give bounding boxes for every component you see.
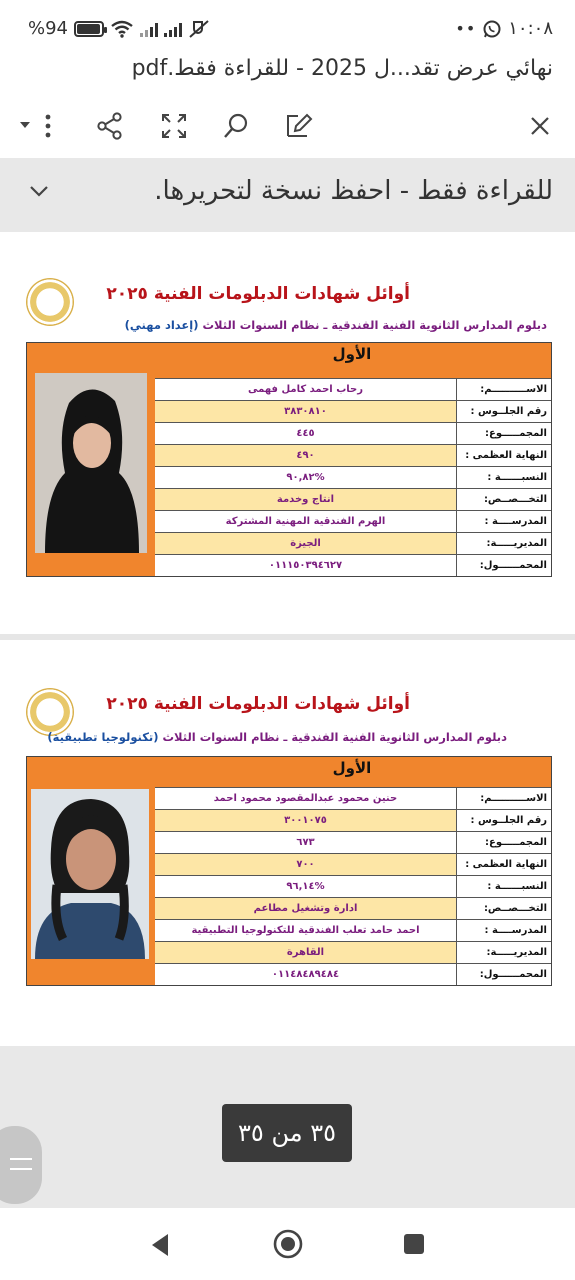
field-label: النسبــــــة : bbox=[456, 467, 551, 488]
more-menu-button[interactable] bbox=[18, 108, 62, 144]
subtitle-track: (تكنولوجيا تطبيقية) bbox=[47, 730, 159, 744]
info-table bbox=[155, 787, 551, 985]
fullscreen-button[interactable] bbox=[156, 108, 192, 144]
field-value: %٩٠,٨٢ bbox=[155, 467, 456, 488]
pager-area bbox=[0, 1046, 575, 1208]
more-icon bbox=[18, 111, 62, 141]
status-bar bbox=[0, 0, 575, 60]
signal-icon-2 bbox=[164, 21, 182, 37]
field-value: ٧٠٠ bbox=[155, 854, 456, 875]
wifi-icon bbox=[110, 20, 134, 38]
field-value: احمد حامد تعلب الفندقية للتكنولوجيا التطبيقية bbox=[155, 920, 456, 941]
field-label: النسبــــــة : bbox=[456, 876, 551, 897]
field-value: ادارة وتشغيل مطاعم bbox=[155, 898, 456, 919]
field-label: رقم الجلــوس : bbox=[456, 401, 551, 422]
table-row bbox=[155, 963, 551, 985]
field-label: المديريـــــة: bbox=[456, 533, 551, 554]
signal-icon bbox=[140, 21, 158, 37]
field-value: رحاب احمد كامل فهمى bbox=[155, 379, 456, 400]
info-table bbox=[155, 378, 551, 576]
field-value: ٣٠٠١٠٧٥ bbox=[155, 810, 456, 831]
subtitle-main: دبلوم المدارس الثانوية الفنية الفندقية ـ نظام السنوات الثلاث bbox=[202, 318, 547, 332]
field-label: المجمـــــوع: bbox=[456, 832, 551, 853]
page-title: أوائل شهادات الدبلومات الفنية ٢٠٢٥ bbox=[106, 694, 410, 714]
recents-icon[interactable] bbox=[402, 1232, 426, 1256]
student-card bbox=[26, 342, 552, 577]
close-icon bbox=[527, 113, 553, 139]
table-row bbox=[155, 941, 551, 963]
ministry-emblem bbox=[26, 278, 74, 326]
field-label: التخـــصــص: bbox=[456, 898, 551, 919]
battery-fill bbox=[77, 24, 100, 34]
student-card bbox=[26, 756, 552, 986]
chevron-down-icon[interactable] bbox=[28, 184, 50, 198]
edit-icon bbox=[283, 111, 313, 141]
field-label: المدرســــة : bbox=[456, 920, 551, 941]
search-button[interactable] bbox=[218, 108, 254, 144]
field-label: المحمــــــول: bbox=[456, 555, 551, 576]
table-row bbox=[155, 532, 551, 554]
student-photo bbox=[31, 789, 149, 959]
field-label: النهاية العظمى : bbox=[456, 854, 551, 875]
scroll-handle[interactable] bbox=[0, 1126, 42, 1204]
subtitle-track: (إعداد مهني) bbox=[124, 318, 199, 332]
field-label: الاســــــــــم: bbox=[456, 788, 551, 809]
field-value: القاهرة bbox=[155, 942, 456, 963]
field-label: المدرســــة : bbox=[456, 511, 551, 532]
rank-label: الأول bbox=[155, 759, 549, 781]
field-label: التخـــصــص: bbox=[456, 489, 551, 510]
toolbar bbox=[0, 100, 575, 152]
field-value: ٦٧٣ bbox=[155, 832, 456, 853]
table-row bbox=[155, 444, 551, 466]
more-dots-icon: •• bbox=[455, 19, 477, 38]
table-row bbox=[155, 466, 551, 488]
document-title: نهائي عرض تقد...ل 2025 - للقراءة فقط.pdf bbox=[131, 56, 553, 81]
search-icon bbox=[221, 111, 251, 141]
pdf-page-2 bbox=[0, 640, 575, 1046]
table-row bbox=[155, 809, 551, 831]
clock: ١٠:٠٨ bbox=[508, 18, 553, 39]
field-value: الجيزة bbox=[155, 533, 456, 554]
table-row bbox=[155, 897, 551, 919]
table-row bbox=[155, 875, 551, 897]
page-indicator: ٣٥ من ٣٥ bbox=[222, 1104, 352, 1162]
navigation-bar bbox=[0, 1208, 575, 1280]
field-value: ٠١١١٥٠٣٩٤٦٢٧ bbox=[155, 555, 456, 576]
page-subtitle bbox=[125, 318, 547, 332]
field-label: الاســــــــــم: bbox=[456, 379, 551, 400]
field-label: رقم الجلــوس : bbox=[456, 810, 551, 831]
table-row bbox=[155, 488, 551, 510]
edit-button[interactable] bbox=[280, 108, 316, 144]
table-row bbox=[155, 422, 551, 444]
field-label: المحمــــــول: bbox=[456, 964, 551, 985]
field-value: ٠١١٤٨٤٨٩٤٨٤ bbox=[155, 964, 456, 985]
table-row bbox=[155, 787, 551, 809]
battery-percent: %94 bbox=[28, 18, 69, 39]
table-row bbox=[155, 378, 551, 400]
banner-text: للقراءة فقط - احفظ نسخة لتحريرها. bbox=[154, 176, 553, 206]
field-value: حنين محمود عبدالمقصود محمود احمد bbox=[155, 788, 456, 809]
battery-icon bbox=[74, 21, 104, 37]
home-icon[interactable] bbox=[272, 1228, 304, 1260]
mute-icon bbox=[188, 19, 210, 39]
rank-label: الأول bbox=[155, 345, 549, 367]
share-icon bbox=[95, 111, 125, 141]
table-row bbox=[155, 554, 551, 576]
status-left bbox=[28, 18, 210, 39]
whatsapp-icon bbox=[482, 19, 502, 39]
field-value: الهرم الفندقية المهنية المشتركة bbox=[155, 511, 456, 532]
field-value: %٩٦,١٤ bbox=[155, 876, 456, 897]
share-button[interactable] bbox=[92, 108, 128, 144]
table-row bbox=[155, 510, 551, 532]
table-row bbox=[155, 400, 551, 422]
student-photo bbox=[35, 373, 147, 553]
back-icon[interactable] bbox=[148, 1232, 172, 1258]
table-row bbox=[155, 853, 551, 875]
fullscreen-icon bbox=[159, 111, 189, 141]
field-label: النهاية العظمى : bbox=[456, 445, 551, 466]
page-subtitle bbox=[47, 730, 507, 744]
field-label: المجمـــــوع: bbox=[456, 423, 551, 444]
pdf-page-1 bbox=[0, 236, 575, 634]
field-value: ٤٤٥ bbox=[155, 423, 456, 444]
close-button[interactable] bbox=[522, 108, 558, 144]
status-right bbox=[455, 18, 553, 39]
ministry-emblem bbox=[26, 688, 74, 736]
subtitle-main: دبلوم المدارس الثانوية الفنية الفندقية ـ نظام السنوات الثلاث bbox=[162, 730, 507, 744]
page-title: أوائل شهادات الدبلومات الفنية ٢٠٢٥ bbox=[106, 284, 410, 304]
field-value: انتاج وخدمة bbox=[155, 489, 456, 510]
field-value: ٣٨٣٠٨١٠ bbox=[155, 401, 456, 422]
field-label: المديريـــــة: bbox=[456, 942, 551, 963]
table-row bbox=[155, 919, 551, 941]
table-row bbox=[155, 831, 551, 853]
read-only-banner[interactable] bbox=[0, 158, 575, 232]
field-value: ٤٩٠ bbox=[155, 445, 456, 466]
